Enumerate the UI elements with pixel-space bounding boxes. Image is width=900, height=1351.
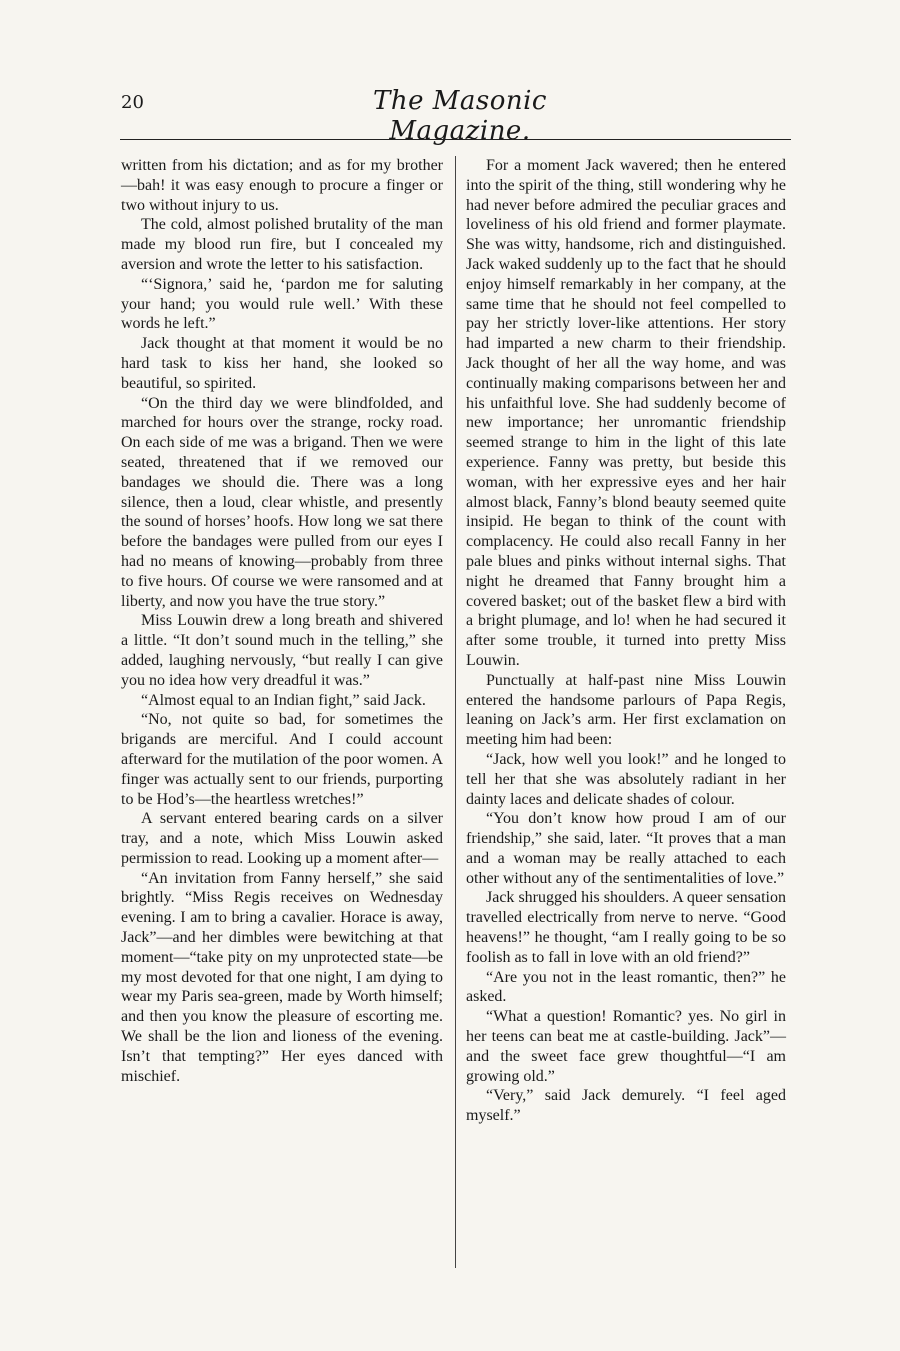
left-column xyxy=(121,156,443,1086)
page-number: 20 xyxy=(121,92,144,113)
paragraph: “You don’t know how proud I am of our friendship,” she said, later. “It proves that a man and a woman may be really attached to each other without any of the sentimentalities of love.” xyxy=(466,810,786,887)
paragraph: “Are you not in the least romantic, then?” he asked. xyxy=(466,968,786,1006)
paragraph: Jack shrugged his shoulders. A queer sensation travelled electrically from nerve to nerve. “Good heavens!” he thought, “am I really going to be so foolish as to fall in love with an old friend?” xyxy=(466,889,786,966)
paragraph: written from his dictation; and as for my brother—bah! it was easy enough to procure a finger or two without injury to us. xyxy=(121,157,443,214)
paragraph: “Almost equal to an Indian fight,” said Jack. xyxy=(141,691,426,709)
paragraph: “Very,” said Jack demurely. “I feel aged myself.” xyxy=(466,1087,786,1125)
paragraph: “‘Signora,’ said he, ‘pardon me for saluting your hand; you would rule well.’ With these words he left.” xyxy=(121,275,443,333)
paragraph: “An invitation from Fanny herself,” she said brightly. “Miss Regis receives on Wednesday evening. I am to bring a cavalier. Horace is away, Jack”—and her dimbles were bewitching at that moment—“take pity on my unprotected state—be my most devoted for that one night, I am dying to wear my Paris sea-green, made by Worth himself; and then you know the pleasure of escorting me. We shall be the lion and lioness of the evening. Isn’t that tempting?” Her eyes danced with mischief. xyxy=(121,869,443,1085)
running-title: The Masonic Magazine. xyxy=(373,86,547,146)
paragraph: A servant entered bearing cards on a silver tray, and a note, which Miss Louwin asked permission to read. Looking up a moment after— xyxy=(121,810,443,867)
column-divider xyxy=(455,156,456,1268)
right-column xyxy=(466,156,786,1126)
paragraph: Jack thought at that moment it would be no hard task to kiss her hand, she looked so beautiful, so spirited. xyxy=(121,335,443,392)
header-rule xyxy=(120,139,791,140)
paragraph: The cold, almost polished brutality of the man made my blood run fire, but I concealed my aversion and wrote the letter to his satisfaction. xyxy=(121,216,443,273)
paragraph: “No, not quite so bad, for sometimes the brigands are merciful. And I could account afterward for the mutilation of the poor women. A finger was actually sent to our friends, purporting to be Hod’s—the heartless wretches!” xyxy=(121,711,443,808)
paragraph: For a moment Jack wavered; then he entered into the spirit of the thing, still wondering why he had never before admired the peculiar graces and loveliness of his old friend and former playmate. She was witty, handsome, rich and distinguished. Jack waked suddenly up to the fact that he should enjoy himself remarkably in her company, at the same time that he should not feel compelled to pay her strictly lover-like attentions. Her story had imparted a new charm to their friendship. Jack thought of her all the way home, and was continually making comparisons between her and his unfaithful love. She had suddenly become of new importance; her unromantic friendship seemed strange to him in the light of this late experience. Fanny was pretty, but beside this woman, with her expressive eyes and her hair almost black, Fanny’s blond beauty seemed quite insipid. He began to think of the count with complacency. He could also recall Fanny in her pale blues and pinks without internal sighs. That night he dreamed that Fanny brought him a covered basket; out of the basket flew a bird with a bright plumage, and lo! when he had secured it after some trouble, it turned into pretty Miss Louwin. xyxy=(466,157,786,669)
paragraph: Punctually at half-past nine Miss Louwin entered the handsome parlours of Papa Regis, leaning on Jack’s arm. Her first exclamation on meeting him had been: xyxy=(466,671,786,749)
paragraph: Miss Louwin drew a long breath and shivered a little. “It don’t sound much in the telling,” she added, laughing nervously, “but really I can give you no idea how very dreadful it was.” xyxy=(121,612,443,689)
paragraph: “On the third day we were blindfolded, and marched for hours over the strange, rocky road. On each side of me was a brigand. Then we were seated, threatened that if we removed our bandages we should die. There was a long silence, then a loud, clear whistle, and presently the sound of horses’ hoofs. How long we sat there before the bandages were pulled from our eyes I had no means of knowing—probably from three to five hours. Of course we were ransomed and at liberty, and now you have the true story.” xyxy=(121,394,443,610)
paragraph: “Jack, how well you look!” and he longed to tell her that she was absolutely radiant in her dainty laces and delicate shades of colour. xyxy=(466,750,786,808)
paragraph: “What a question! Romantic? yes. No girl in her teens can beat me at castle-building. Jack”—and the sweet face grew thoughtful—“I am growing old.” xyxy=(466,1008,786,1085)
